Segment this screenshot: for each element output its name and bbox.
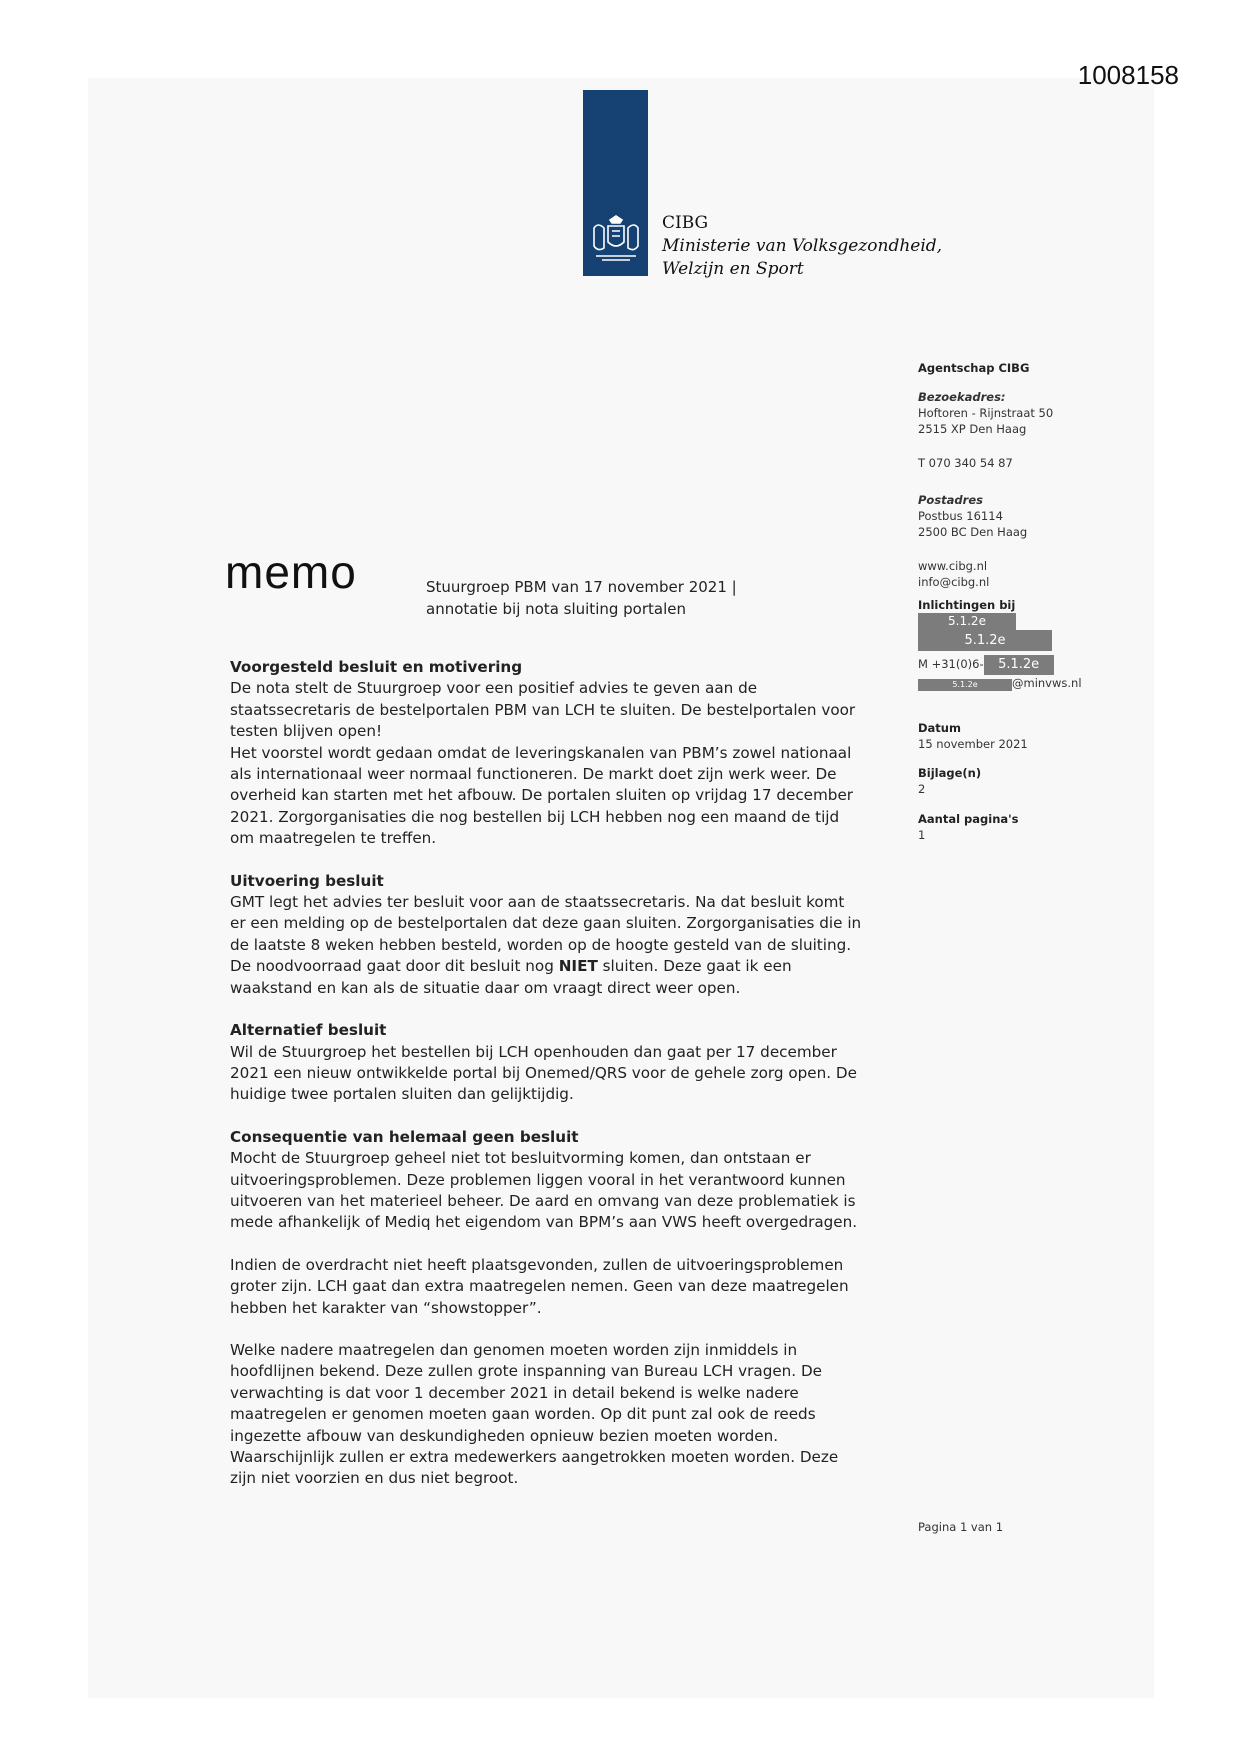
redaction-box: 5.1.2e [984,655,1054,675]
memo-title: memo [225,546,357,598]
logo-ministry-line1: Ministerie van Volksgezondheid, [662,236,943,256]
sidebar-pages: Aantal pagina's 1 [918,812,1019,842]
paragraph: Indien de overdracht niet heeft plaatsgevonden, zullen de uitvoeringsproblemen groter zijn. LCH gaat dan extra maatregelen nemen. Geen van deze maatregelen hebben het karakter van “showstopper”. [230,1255,849,1317]
subject-line: Stuurgroep PBM van 17 november 2021 | [426,578,737,596]
sidebar-visit: Bezoekadres: Hoftoren - Rijnstraat 50 2515 XP Den Haag [918,390,1054,436]
paragraph: Welke nadere maatregelen dan genomen moeten worden zijn inmiddels in hoofdlijnen bekend. Deze zullen grote inspanning van Bureau LCH vragen. De verwachting is dat voor 1 december 2021 in detail bekend is welke nadere maatregelen er genomen moeten gaan worden. Op dit punt zal ook de reeds ingezette afbouw van deskundigheden opnieuw bezien moeten worden. Waarschijnlijk zullen er extra medewerkers aangetrokken moeten worden. Deze zijn niet voorzien en dus niet begroot. [230,1340,839,1488]
sidebar-date: Datum 15 november 2021 [918,721,1028,751]
section-alternative: Alternatief besluit Wil de Stuurgroep het bestellen bij LCH openhouden dan gaat per 17 december 2021 een nieuw ontwikkelde portal bij Onemed/QRS voor de gehele zorg open. De huidige twee portalen sluiten dan gelijktijdig. [230,1020,906,1106]
sidebar-attachments: Bijlage(n) 2 [918,766,982,796]
website-link[interactable]: www.cibg.nl [918,559,988,573]
visit-label: Bezoekadres: [918,390,1006,404]
logo-org: CIBG [662,213,709,233]
section-proposed-decision: Voorgesteld besluit en motivering De nota stelt de Stuurgroep voor een positief advies te geven aan de staatssecretaris de bestelportalen PBM van LCH te sluiten. De bestelportalen voor testen blijven open! Het voorstel wordt gedaan omdat de leveringskanalen van PBM’s zowel nationaal als internationaal weer normaal functioneren. De markt doet zijn werk weer. De overheid kan starten met het afbouw. De portalen sluiten op vrijdag 17 december 2021. Zorgorganisaties die nog bestellen bij LCH hebben nog een maand de tijd om maatregelen te treffen. [230,657,906,850]
section-heading: Voorgesteld besluit en motivering [230,658,523,676]
redaction-box: 5.1.2e [918,613,1016,630]
info-label: Inlichtingen bij [918,598,1016,612]
sidebar-info [918,597,1082,691]
section-heading: Uitvoering besluit [230,871,384,890]
logo-text [662,212,942,281]
logo-ministry-line2: Welzijn en Sport [662,259,804,279]
section-heading: Alternatief besluit [230,1021,387,1040]
section-heading: Consequentie van helemaal geen besluit [230,1127,579,1146]
section-execution: Uitvoering besluit GMT legt het advies ter besluit voor aan de staatssecretaris. Na dat besluit komt er een melding op de bestelportalen dat deze gaan sluiten. Zorgorganisaties die in de laatste 8 weken hebben besteld, worden op de hoogte gesteld van de sluiting. De noodvoorraad gaat door dit besluit nog NIET sluiten. Deze gaat ik een waakstand en kan als de situatie daar om vraagt direct weer open. [230,871,906,999]
email-suffix: @minvws.nl [1012,676,1082,690]
page-footer: Pagina 1 van 1 [918,1520,1004,1534]
redaction-box: 5.1.2e [918,630,1052,651]
section-consequence: Consequentie van helemaal geen besluit Mocht de Stuurgroep geheel niet tot besluitvorming komen, dan ontstaan er uitvoeringsproblemen. Deze problemen liggen vooral in het verantwoord kunnen uitvoeren van het materieel beheer. De aard en omvang van deze problematiek is mede afhankelijk of Mediq het eigendom van BPM’s aan VWS heeft overgedragen. [230,1127,906,1234]
sidebar-post: Postadres Postbus 16114 2500 BC Den Haag [918,493,1028,539]
memo-body [230,657,906,1511]
sidebar-agency: Agentschap CIBG [918,361,1030,375]
post-label: Postadres [918,493,983,507]
document-number: 1008158 [1077,60,1179,90]
email-link[interactable]: info@cibg.nl [918,575,990,589]
coat-of-arms-icon [588,214,644,264]
sidebar-web [918,558,989,590]
sidebar-phone: T 070 340 54 87 [918,456,1013,470]
redaction-box: 5.1.2e [918,679,1012,691]
memo-subject [426,576,737,620]
mobile-prefix: M +31(0)6- [918,657,984,671]
subject-line: annotatie bij nota sluiting portalen [426,600,686,618]
